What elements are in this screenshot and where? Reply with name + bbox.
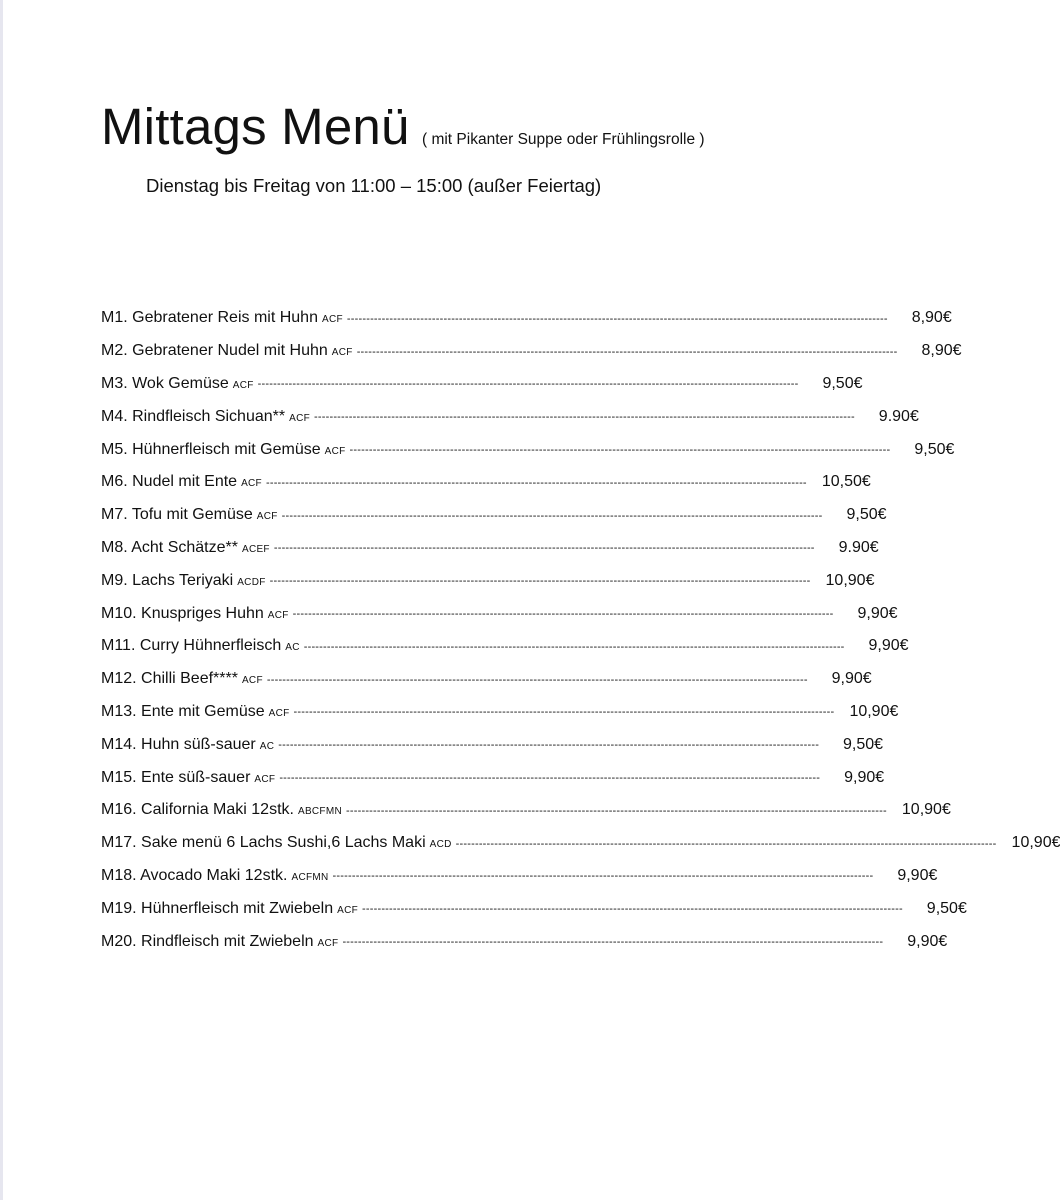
- menu-item-allergens: ACF: [317, 937, 339, 949]
- menu-item-allergens: ACF: [324, 445, 346, 457]
- dotted-leader: --------------------------------------------------------------------------------------------------------------------------------------------: [356, 345, 898, 358]
- menu-item-allergens: AC: [259, 740, 275, 752]
- menu-item-price: 9,90€: [907, 932, 948, 950]
- menu-item-allergens: ACF: [254, 773, 276, 785]
- menu-item-name: M3. Wok Gemüse: [101, 374, 229, 392]
- menu-item: [101, 728, 884, 761]
- menu-item: [101, 925, 948, 958]
- menu-item-name: M8. Acht Schätze**: [101, 538, 238, 556]
- dotted-leader: --------------------------------------------------------------------------------------------------------------------------------------------: [293, 706, 835, 719]
- menu-item-allergens: ACF: [232, 379, 254, 391]
- menu-item-price: 10,90€: [901, 801, 951, 819]
- dotted-leader: --------------------------------------------------------------------------------------------------------------------------------------------: [455, 837, 997, 850]
- menu-item-text: [101, 933, 338, 951]
- menu-item-allergens: ACF: [256, 511, 278, 523]
- menu-item: [101, 302, 952, 335]
- dotted-leader: --------------------------------------------------------------------------------------------------------------------------------------------: [362, 903, 903, 916]
- menu-item-allergens: ACDF: [237, 576, 266, 588]
- menu-item-price: 9,90€: [831, 670, 872, 688]
- menu-item: [101, 860, 938, 893]
- dotted-leader: --------------------------------------------------------------------------------------------------------------------------------------------: [279, 772, 821, 785]
- menu-item-name: M12. Chilli Beef****: [101, 670, 238, 688]
- menu-item-name: M5. Hühnerfleisch mit Gemüse: [101, 440, 321, 458]
- menu-item: [101, 696, 899, 729]
- menu-item-allergens: ACF: [331, 347, 353, 359]
- menu-item-name: M4. Rindfleisch Sichuan**: [101, 407, 286, 425]
- menu-item-text: [101, 834, 452, 852]
- menu-item: [101, 335, 962, 368]
- menu-item-text: [101, 572, 266, 590]
- menu-item-name: M1. Gebratener Reis mit Huhn: [101, 309, 318, 327]
- menu-item-allergens: ACF: [268, 707, 290, 719]
- menu-item-price: 10,90€: [825, 571, 875, 589]
- menu-item-allergens: ACF: [241, 675, 263, 687]
- menu-item: [101, 466, 871, 499]
- menu-item-price: 8,90€: [921, 342, 962, 360]
- menu-item-text: [101, 506, 278, 524]
- menu-item-allergens: AC: [285, 642, 300, 654]
- dotted-leader: --------------------------------------------------------------------------------------------------------------------------------------------: [265, 476, 807, 489]
- menu-item-price: 9,90€: [897, 866, 938, 884]
- menu-item: [101, 368, 863, 401]
- dotted-leader: --------------------------------------------------------------------------------------------------------------------------------------------: [346, 804, 887, 817]
- menu-item-name: M9. Lachs Teriyaki: [101, 571, 234, 589]
- menu-item-price: 9,90€: [844, 768, 885, 786]
- menu-item-text: [101, 309, 343, 327]
- dotted-leader: --------------------------------------------------------------------------------------------------------------------------------------------: [292, 608, 834, 621]
- menu-item: [101, 663, 872, 696]
- menu-item-price: 10,90€: [1011, 834, 1060, 852]
- menu-item-allergens: ACF: [289, 412, 310, 424]
- menu-item-name: M15. Ente süß-sauer: [101, 768, 251, 786]
- dotted-leader: --------------------------------------------------------------------------------------------------------------------------------------------: [266, 673, 808, 686]
- dotted-leader: --------------------------------------------------------------------------------------------------------------------------------------------: [332, 870, 874, 883]
- menu-item-name: M10. Knuspriges Huhn: [101, 604, 264, 622]
- menu-list: [101, 302, 1060, 958]
- dotted-leader: --------------------------------------------------------------------------------------------------------------------------------------------: [342, 936, 884, 949]
- menu-item-text: [101, 670, 263, 688]
- menu-item: [101, 761, 885, 794]
- menu-item: [101, 564, 875, 597]
- menu-title: Mittags Menü: [101, 98, 410, 155]
- dotted-leader: --------------------------------------------------------------------------------------------------------------------------------------------: [273, 542, 815, 555]
- menu-item-text: [101, 605, 289, 623]
- menu-item-allergens: ACEF: [241, 543, 270, 555]
- menu-item-price: 9,50€: [843, 735, 884, 753]
- menu-item-price: 9,90€: [857, 604, 898, 622]
- menu-item-text: [101, 736, 274, 754]
- dotted-leader: --------------------------------------------------------------------------------------------------------------------------------------------: [278, 739, 820, 752]
- menu-item-text: [101, 473, 262, 491]
- dotted-leader: --------------------------------------------------------------------------------------------------------------------------------------------: [303, 640, 845, 653]
- dotted-leader: --------------------------------------------------------------------------------------------------------------------------------------------: [349, 444, 891, 457]
- menu-item-name: M16. California Maki 12stk.: [101, 801, 294, 819]
- menu-item-text: [101, 801, 342, 819]
- menu-item-name: M14. Huhn süß-sauer: [101, 735, 256, 753]
- menu-item-price: 9,50€: [822, 374, 863, 392]
- menu-item-name: M20. Rindfleisch mit Zwiebeln: [101, 932, 314, 950]
- menu-item-price: 9,50€: [926, 899, 967, 917]
- menu-item-name: M6. Nudel mit Ente: [101, 473, 238, 491]
- menu-subtitle: ( mit Pikanter Suppe oder Frühlingsrolle ): [421, 131, 705, 148]
- menu-item-allergens: ACF: [267, 609, 289, 621]
- menu-item-text: [101, 342, 353, 360]
- dotted-leader: --------------------------------------------------------------------------------------------------------------------------------------------: [314, 411, 855, 424]
- menu-item-text: [101, 867, 329, 885]
- menu-item-text: [101, 769, 275, 787]
- opening-hours: Dienstag bis Freitag von 11:00 – 15:00 (außer Feiertag): [146, 175, 602, 196]
- dotted-leader: --------------------------------------------------------------------------------------------------------------------------------------------: [346, 312, 888, 325]
- menu-item-allergens: ACFMN: [291, 871, 329, 883]
- page-left-edge: [0, 0, 3, 1200]
- menu-item-text: [101, 408, 310, 426]
- menu-item-name: M19. Hühnerfleisch mit Zwiebeln: [101, 899, 334, 917]
- menu-item: [101, 827, 1060, 860]
- menu-item-price: 10,50€: [821, 473, 871, 491]
- menu-item-text: [101, 441, 346, 459]
- header: [101, 97, 705, 156]
- menu-item-text: [101, 703, 290, 721]
- menu-item-price: 8,90€: [911, 309, 952, 327]
- menu-item-allergens: ACD: [429, 839, 452, 851]
- menu-item-price: 10,90€: [849, 702, 899, 720]
- menu-item-price: 9,90€: [868, 637, 909, 655]
- menu-item-price: 9,50€: [846, 506, 887, 524]
- menu-item-text: [101, 375, 254, 393]
- dotted-leader: --------------------------------------------------------------------------------------------------------------------------------------------: [257, 378, 799, 391]
- menu-item: [101, 532, 879, 565]
- menu-item-allergens: ACF: [241, 478, 262, 490]
- menu-item-name: M11. Curry Hühnerfleisch: [101, 637, 282, 655]
- menu-item: [101, 630, 909, 663]
- menu-item-text: [101, 539, 270, 557]
- menu-item-name: M17. Sake menü 6 Lachs Sushi,6 Lachs Maki: [101, 834, 426, 852]
- menu-item-allergens: ACF: [321, 314, 343, 326]
- dotted-leader: --------------------------------------------------------------------------------------------------------------------------------------------: [269, 575, 811, 588]
- menu-item-price: 9.90€: [838, 538, 879, 556]
- menu-item-allergens: ABCFMN: [297, 806, 342, 818]
- dotted-leader: --------------------------------------------------------------------------------------------------------------------------------------------: [281, 509, 823, 522]
- menu-item: [101, 499, 887, 532]
- menu-item: [101, 400, 919, 433]
- menu-item-price: 9,50€: [914, 440, 955, 458]
- menu-item-allergens: ACF: [337, 904, 358, 916]
- menu-item-name: M18. Avocado Maki 12stk.: [101, 866, 288, 884]
- menu-item: [101, 892, 967, 925]
- menu-item-price: 9.90€: [878, 407, 919, 425]
- menu-item: [101, 597, 898, 630]
- menu-item-text: [101, 900, 358, 918]
- menu-item: [101, 433, 955, 466]
- menu-item-name: M2. Gebratener Nudel mit Huhn: [101, 342, 328, 360]
- menu-item-text: [101, 637, 300, 655]
- menu-item: [101, 794, 951, 827]
- menu-item-name: M13. Ente mit Gemüse: [101, 702, 265, 720]
- menu-item-name: M7. Tofu mit Gemüse: [101, 506, 253, 524]
